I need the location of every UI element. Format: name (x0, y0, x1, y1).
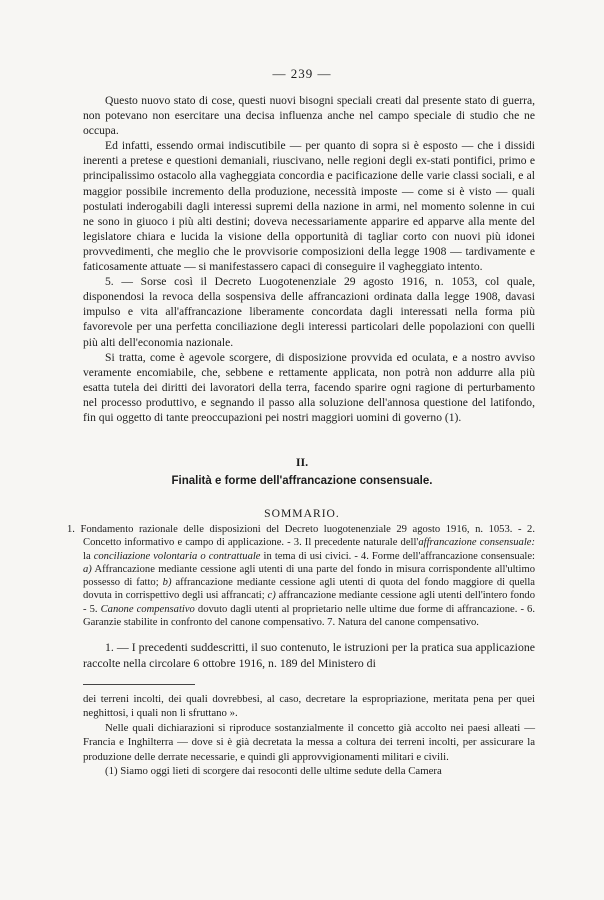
section-one-paragraph: 1. — I precedenti suddescritti, il suo contenuto, le istruzioni per la pratica sua applicazione raccolte nella circolare 6 ottobre 1916, n. 189 del Ministero di (83, 640, 535, 670)
section-one-text (83, 640, 535, 672)
summary (67, 523, 535, 629)
paragraph-4: Si tratta, come è agevole scorgere, di disposizione provvida ed oculata, e a nostro avviso veramente encomiabile, che, sebbene e rettamente applicata, non potrà non addurre alla più esatta tutela dei diritti dei lavoratori della terra, facendo sparire ogni ragione di perturbamento nel processo produttivo, e segnando il passo alla soluzione dell'annosa questione del latifondo, fin qui oggetto di tante preoccupazioni pei nostri maggiori uomini di governo (1). (83, 350, 535, 424)
summary-heading: SOMMARIO. (264, 507, 340, 520)
main-text (83, 93, 535, 425)
footnote-continuation: dei terreni incolti, dei quali dovrebbesi, al caso, decretare la espropriazione, meritata pena per quei neghittosi, i quali non li sfruttano ». (83, 693, 535, 720)
paragraph-1: Questo nuovo stato di cose, questi nuovi bisogni speciali creati dal presente stato di guerra, non potevano non esercitare una decisa influenza anche nel campo speciale di studio che ne occupa. (83, 94, 535, 138)
section-title: Finalità e forme dell'affrancazione consensuale. (171, 475, 433, 487)
summary-text: 1. Fondamento razionale delle disposizioni del Decreto luogotenenziale 29 agosto 1916, n. 1053. - 2. Concetto informativo e campo di applicazione. - 3. Il precedente naturale dell'affrancazione consensuale: la conciliazione volontaria o contrattuale in tema di usi civici. - 4. Forme dell'affrancazione consensuale: a) Affrancazione mediante cessione agli utenti di una parte del fondo in misura corrispondente all'ultimo possesso di fatto; b) affrancazione mediante cessione agli utenti di quota del fondo maggiore di quella dovuta in corrispettivo degli usi affrancati; c) affrancazione mediante cessione agli utenti dell'intero fondo - 5. Canone compensativo dovuto dagli utenti al proprietario nelle ultime due forme di affrancazione. - 6. Garanzie stabilite in confronto del canone compensativo. 7. Natura del canone compensativo. (67, 524, 536, 629)
paragraph-3: 5. — Sorse così il Decreto Luogotenenziale 29 agosto 1916, n. 1053, col quale, disponendosi la revoca della sospensiva delle affrancazioni ordinata dalla legge 1908, davasi impulso e vita all'affrancazione liberamente concordata dagli interessati nella forma più favorevole per una perfetta conciliazione degli interessi particolari delle popolazioni con quelli più alti dell'economia nazionale. (83, 275, 535, 349)
footnote-paragraph: Nelle quali dichiarazioni si riproduce sostanzialmente il concetto già accolto nei paesi alleati — Francia e Inghilterra — dove si è già decretata la messa a coltura dei terreni incolti, per assicurare la produzione delle derrate necessarie, e quindi gli approvvigionamenti militari e civili. (83, 721, 535, 763)
footnotes (83, 692, 535, 778)
section-number: II. (295, 455, 309, 469)
footnote-1: (1) Siamo oggi lieti di scorgere dai resoconti delle ultime sedute della Camera (105, 765, 442, 778)
paragraph-2: Ed infatti, essendo ormai indiscutibile — per quanto di sopra si è esposto — che i dissidi inerenti a pretese e questioni demaniali, riuscivano, nelle regioni degli ex-stati pontifici, primo e principalissimo ostacolo alla vagheggiata concordia e pacificazione delle varie classi sociali, e al maggior possibile incremento della produzione, necessità imposte — come si è visto — quali postulati inderogabili dagli interessi supremi della nazione in armi, nel momento solenne in cui ne sono in giuoco i più alti destini; doveva necessariamente apparire ed apparve alla mente del legislatore chiara e lucida la visione della opportunità di tagliar corto con nuovi più idonei provvedimenti, che meglio che le provvisorie composizioni della legge 1908 — tardivamente e faticosamente attuate — si manifestassero capaci di conseguire il vagheggiato intento. (83, 139, 535, 274)
page-number: — 239 — (272, 66, 332, 81)
footnote-separator (83, 684, 195, 685)
